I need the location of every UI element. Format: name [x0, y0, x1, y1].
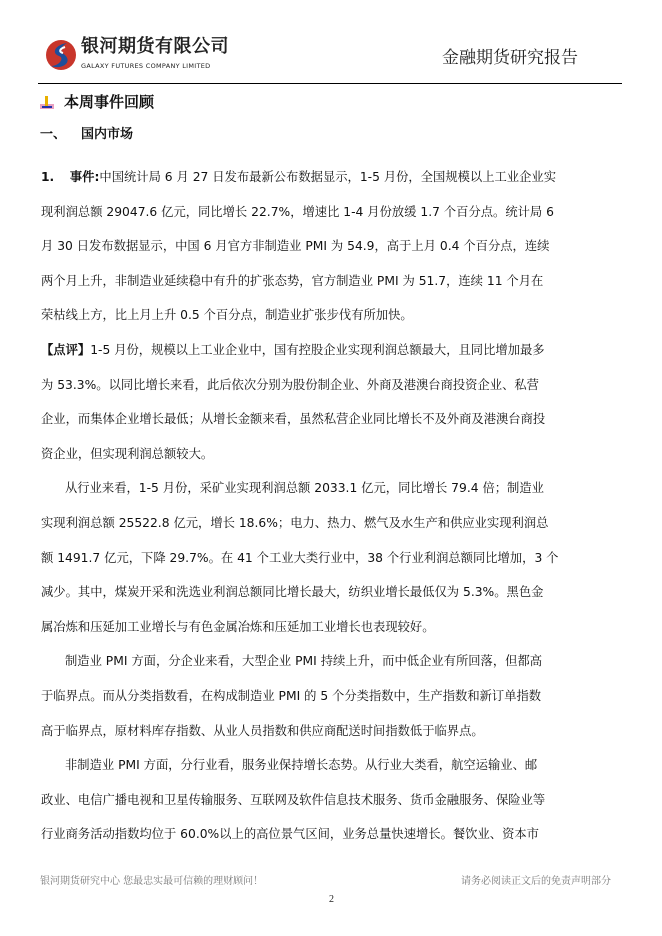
text-line: 属冶炼和压延加工业增长与有色金属冶炼和压延加工业增长也表现较好。: [41, 619, 435, 634]
text-line: 于临界点。而从分类指数看，在构成制造业 PMI 的 5 个分类指数中，生产指数和新订单指数: [41, 688, 542, 703]
text-line: 现利润总额 29047.6 亿元，同比增长 22.7%，增速比 1-4 月份放缓 1.7 个百分点。统计局 6: [41, 204, 554, 219]
comment-label: 【点评】: [41, 342, 91, 357]
text-line: 从行业来看，1-5 月份，采矿业实现利润总额 2033.1 亿元，同比增长 79.4 倍；制造业: [65, 481, 544, 496]
item-number: 1.: [41, 170, 55, 184]
footer-slogan: 银河期货研究中心 您最忠实最可信赖的理财顾问！: [40, 876, 264, 887]
section-bullet-icon: [40, 96, 54, 110]
subsection-title: 国内市场: [81, 127, 134, 142]
text-line: 行业商务活动指数均位于 60.0%以上的高位景气区间，业务总量快速增长。餐饮业、资本市: [41, 827, 539, 842]
company-name-en: GALAXY FUTURES COMPANY LIMITED: [81, 62, 211, 70]
text-line: 企业，而集体企业增长最低；从增长金额来看，虽然私营企业同比增长不及外商及港澳台商投: [41, 412, 546, 427]
text-line: 资企业，但实现利润总额较大。: [41, 446, 214, 461]
text-line: 为 53.3%。以同比增长来看，此后依次分别为股份制企业、外商及港澳台商投资企业、私营: [41, 377, 539, 392]
text-line: 1-5 月份，规模以上工业企业中，国有控股企业实现利润总额最大，且同比增加最多: [90, 342, 545, 357]
text-line: 荣枯线上方，比上月上升 0.5 个百分点，制造业扩张步伐有所加快。: [41, 308, 413, 323]
paragraph-event-line: [41, 160, 556, 195]
header-divider: [38, 83, 622, 84]
paragraph-comment-line: [41, 333, 545, 368]
section-title: 本周事件回顾: [64, 93, 155, 111]
galaxy-logo-icon: [45, 39, 77, 71]
report-type: 金融期货研究报告: [442, 48, 578, 68]
text-line: 制造业 PMI 方面，分企业来看，大型企业 PMI 持续上升，而中低企业有所回落，但都高: [65, 654, 543, 669]
footer-disclaimer: 请务必阅读正文后的免责声明部分: [461, 876, 611, 887]
report-body: [41, 160, 559, 852]
page-number: 2: [329, 894, 334, 905]
company-name-cn: 银河期货有限公司: [81, 36, 229, 57]
text-line: 政业、电信广播电视和卫星传输服务、互联网及软件信息技术服务、货币金融服务、保险业等: [41, 792, 546, 807]
text-line: 中国统计局 6 月 27 日发布最新公布数据显示，1-5 月份，全国规模以上工业企业实: [99, 170, 556, 184]
text-line: 减少。其中，煤炭开采和洗选业利润总额同比增长最大，纺织业增长最低仅为 5.3%。黑色金: [41, 585, 544, 600]
text-line: 额 1491.7 亿元，下降 29.7%。在 41 个工业大类行业中，38 个行业利润总额同比增加，3 个: [41, 550, 559, 565]
text-line: 高于临界点，原材料库存指数、从业人员指数和供应商配送时间指数低于临界点。: [41, 723, 484, 738]
text-line: 实现利润总额 25522.8 亿元，增长 18.6%；电力、热力、燃气及水生产和供应业实现利润总: [41, 515, 549, 530]
text-line: 月 30 日发布数据显示，中国 6 月官方非制造业 PMI 为 54.9，高于上月 0.4 个百分点，连续: [41, 239, 550, 254]
text-line: 非制造业 PMI 方面，分行业看，服务业保持增长态势。从行业大类看，航空运输业、邮: [65, 758, 538, 773]
text-line: 两个月上升，非制造业延续稳中有升的扩张态势，官方制造业 PMI 为 51.7，连续 11 个月在: [41, 273, 544, 288]
event-label: 事件:: [69, 170, 100, 184]
subsection-number: 一、: [40, 127, 67, 142]
